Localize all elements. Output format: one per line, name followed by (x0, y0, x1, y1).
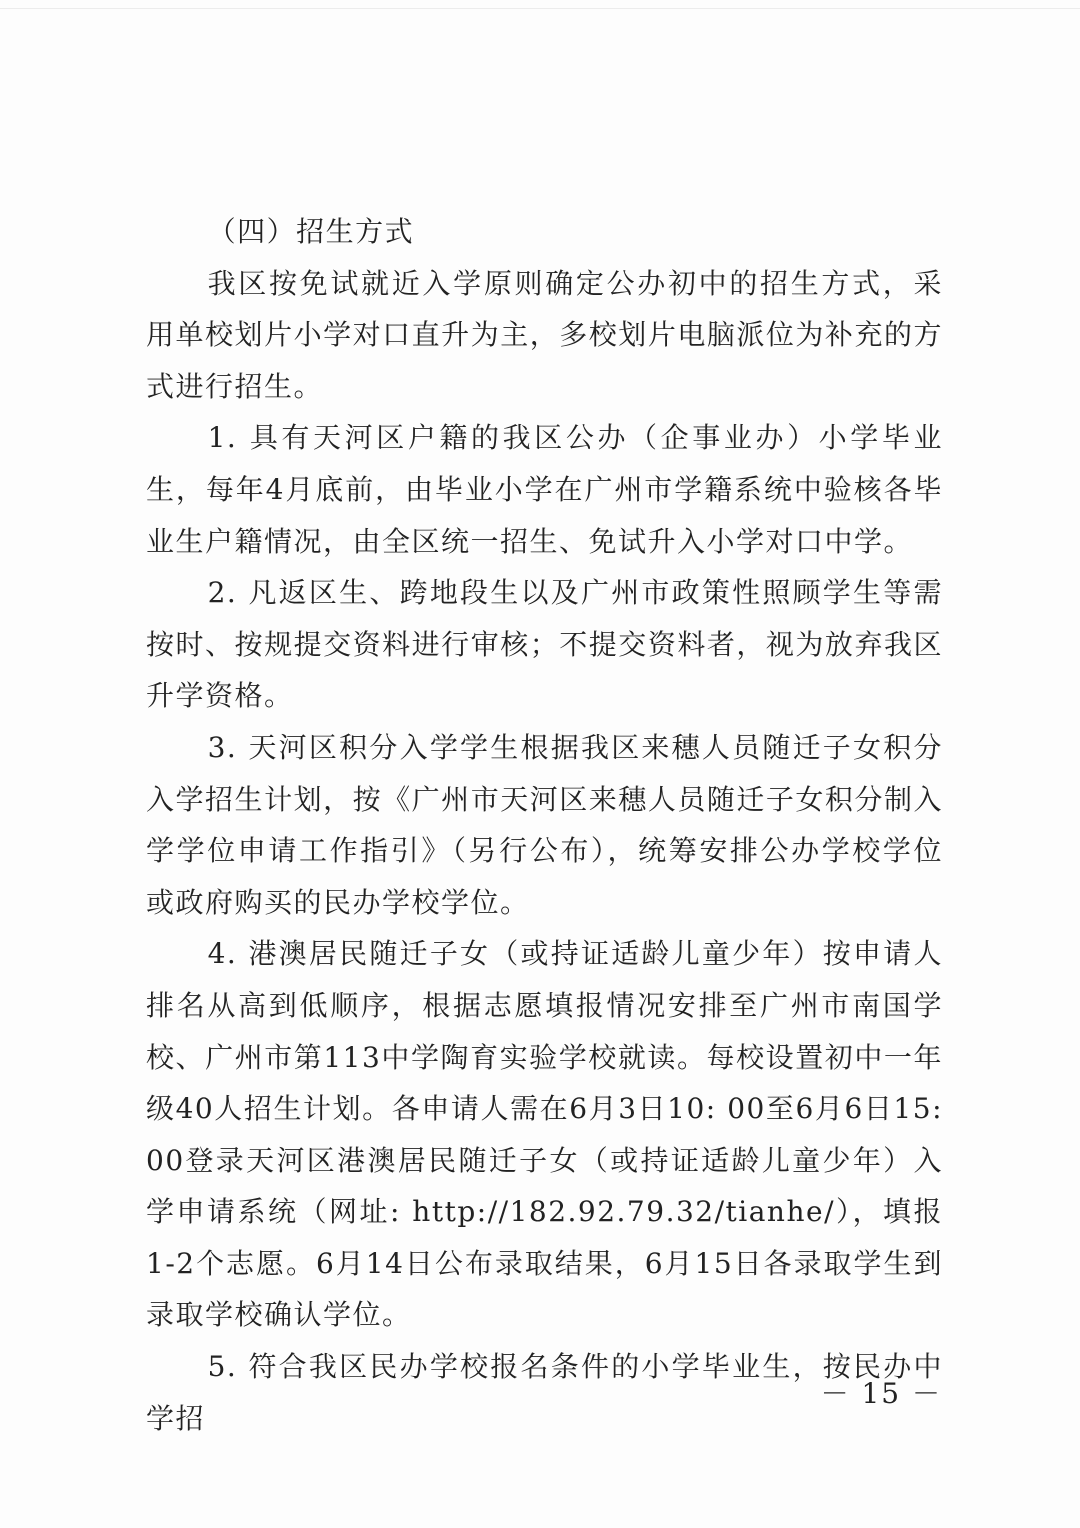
paragraph-item-1: 1. 具有天河区户籍的我区公办（企事业办）小学毕业生，每年4月底前，由毕业小学在广州市学籍系统中验核各毕业生户籍情况，由全区统一招生、免试升入小学对口中学。 (146, 421, 943, 558)
page-number: － 15 － (820, 1377, 942, 1410)
paragraph-item-5: 5. 符合我区民办学校报名条件的小学毕业生，按民办中学招 (146, 1350, 943, 1435)
paragraph-item-2: 2. 凡返区生、跨地段生以及广州市政策性照顾学生等需按时、按规提交资料进行审核；不提交资料者，视为放弃我区升学资格。 (146, 576, 943, 713)
paragraph-item-3: 3. 天河区积分入学学生根据我区来穗人员随迁子女积分入学招生计划，按《广州市天河区来穗人员随迁子女积分制入学学位申请工作指引》（另行公布），统筹安排公办学校学位或政府购买的民办学校学位。 (146, 730, 943, 919)
paragraph-item-4: 4. 港澳居民随迁子女（或持证适龄儿童少年）按申请人排名从高到低顺序，根据志愿填报情况安排至广州市南国学校、广州市第113中学陶育实验学校就读。每校设置初中一年级40人招生计划。各申请人需在6月3日10: 00至6月6日15: 00登录天河区港澳居民随迁子女（或持证适龄儿童少年）入学申请系统（网址: http://182.92.79.32/tianhe/），填报1-2个志愿。6月14日公布录取结果，6月15日各录取学生到录取学校确认学位。 (146, 937, 943, 1332)
document-body (146, 206, 943, 1444)
paragraph-intro: 我区按免试就近入学原则确定公办初中的招生方式，采用单校划片小学对口直升为主，多校划片电脑派位为补充的方式进行招生。 (146, 266, 943, 403)
scan-edge-line (0, 8, 1080, 9)
section-heading: （四）招生方式 (207, 215, 415, 248)
